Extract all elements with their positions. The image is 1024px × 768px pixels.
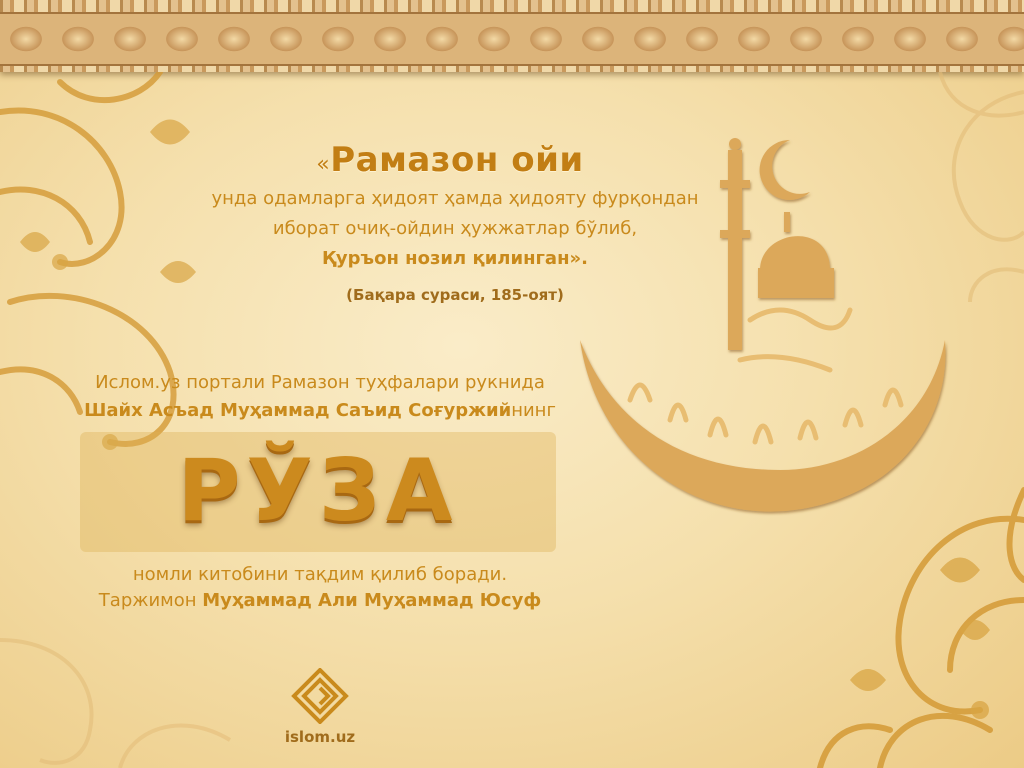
quote-line-3: Қуръон нозил қилинган». bbox=[321, 248, 588, 269]
intro-line-2 bbox=[60, 400, 580, 421]
translator-prefix: Таржимон bbox=[98, 590, 203, 611]
author-name: Шайх Асъад Муҳаммад Саъид Соғуржий bbox=[84, 400, 512, 421]
bottom-left-ornament-icon bbox=[0, 600, 260, 768]
translator-name: Муҳаммад Али Муҳаммад Юсуф bbox=[202, 590, 542, 611]
author-suffix: нинг bbox=[511, 400, 556, 421]
left-floral-ornament-icon bbox=[0, 72, 230, 492]
quote-title-text: Рамазон ойи bbox=[330, 140, 584, 180]
quote-title bbox=[190, 140, 710, 180]
quote-line-2: иборат очиқ-ойдин ҳужжатлар бўлиб, bbox=[272, 218, 638, 239]
intro-line-1: Ислом.уз портали Рамазон туҳфалари рукнида bbox=[95, 372, 545, 393]
logo-caption: islom.uz bbox=[284, 728, 356, 746]
outro-line-1: номли китобини тақдим қилиб боради. bbox=[132, 564, 508, 585]
mosque-crescent-calligraphy-icon bbox=[560, 120, 960, 540]
islom-uz-logo-icon bbox=[288, 668, 352, 724]
quote-open-mark: « bbox=[316, 152, 331, 177]
frame-carving bbox=[0, 12, 1024, 66]
quote-reference: (Бақара сураси, 185-оят) bbox=[346, 286, 564, 304]
bottom-right-floral-ornament-icon bbox=[760, 480, 1024, 768]
outro-line-2 bbox=[60, 590, 580, 611]
right-top-ornament-icon bbox=[820, 72, 1024, 302]
quote-line-1: унда одамларга ҳидоят ҳамда ҳидояту фурқондан bbox=[211, 188, 699, 209]
ornamental-frame bbox=[0, 0, 1024, 72]
book-title: РЎЗА bbox=[177, 441, 459, 541]
